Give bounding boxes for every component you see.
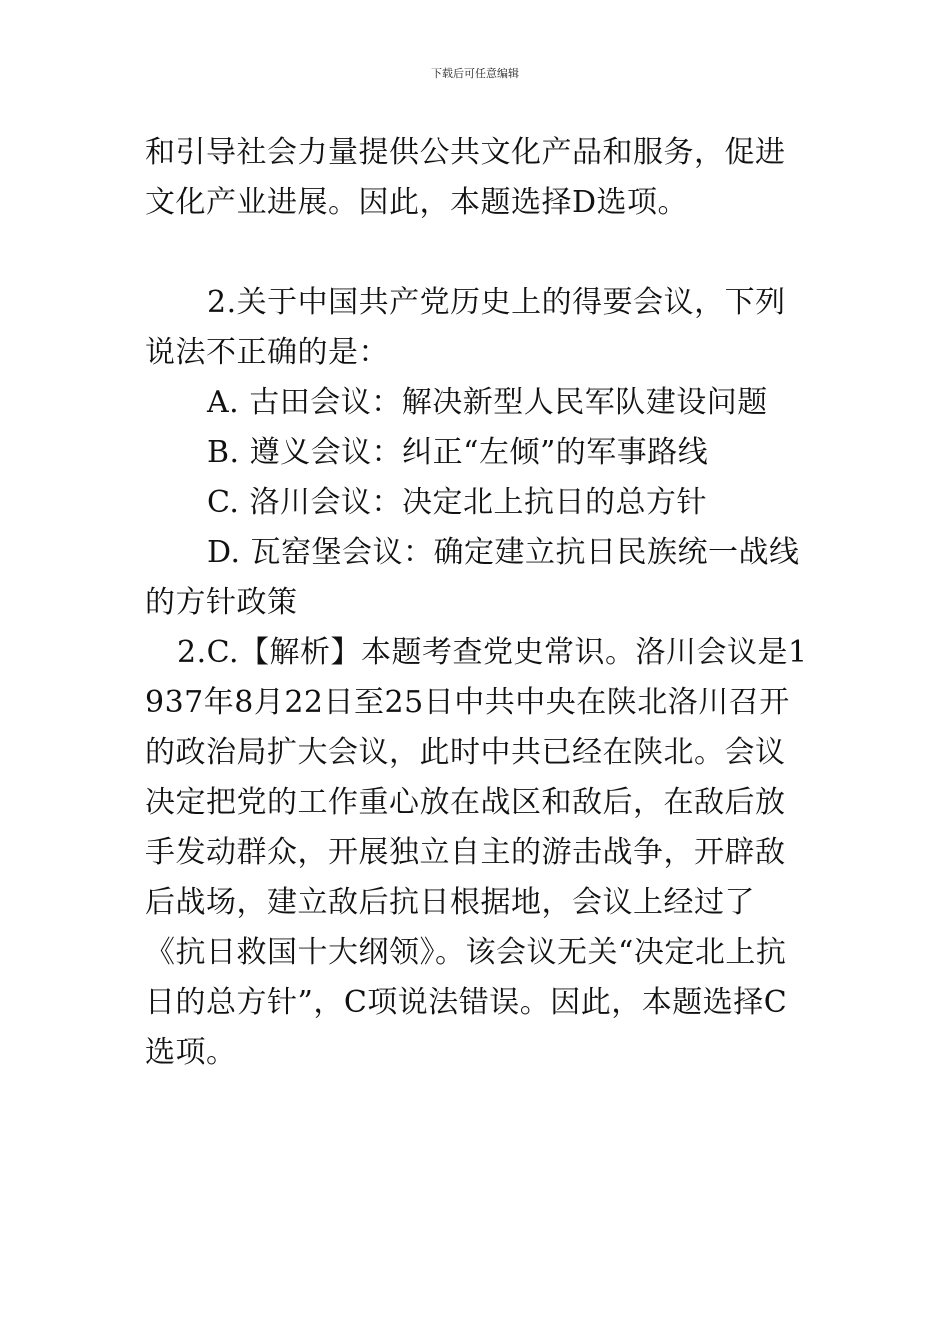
option-b: B. 遵义会议：纠正“左倾”的军事路线 [207, 435, 709, 470]
header-note: 下载后可任意编辑 [431, 67, 519, 80]
option-d: D. 瓦窑堡会议：确定建立抗日民族统一战线的方针政策 [145, 535, 800, 620]
question-stem: 2.关于中国共产党历史上的得要会议，下列说法不正确的是： [145, 285, 786, 370]
previous-answer-tail: 和引导社会力量提供公共文化产品和服务，促进文化产业进展。因此，本题选择D选项。 [145, 135, 786, 220]
option-a: A. 古田会议：解决新型人民军队建设问题 [207, 385, 768, 420]
paragraph-spacer [145, 228, 815, 278]
answer-explanation: 2.C.【解析】本题考查党史常识。洛川会议是1937年8月22日至25日中共中央在陕北洛川召开的政治局扩大会议，此时中共已经在陕北。会议决定把党的工作重心放在战区和敌后，在敌后放手发动群众，开展独立自主的游击战争，开辟敌后战场，建立敌后抗日根据地，会议上经过了《抗日救国十大纲领》。该会议无关“决定北上抗日的总方针”，C项说法错误。因此，本题选择C选项。 [145, 635, 808, 1070]
document-body [145, 128, 815, 1078]
option-c: C. 洛川会议：决定北上抗日的总方针 [207, 485, 707, 520]
